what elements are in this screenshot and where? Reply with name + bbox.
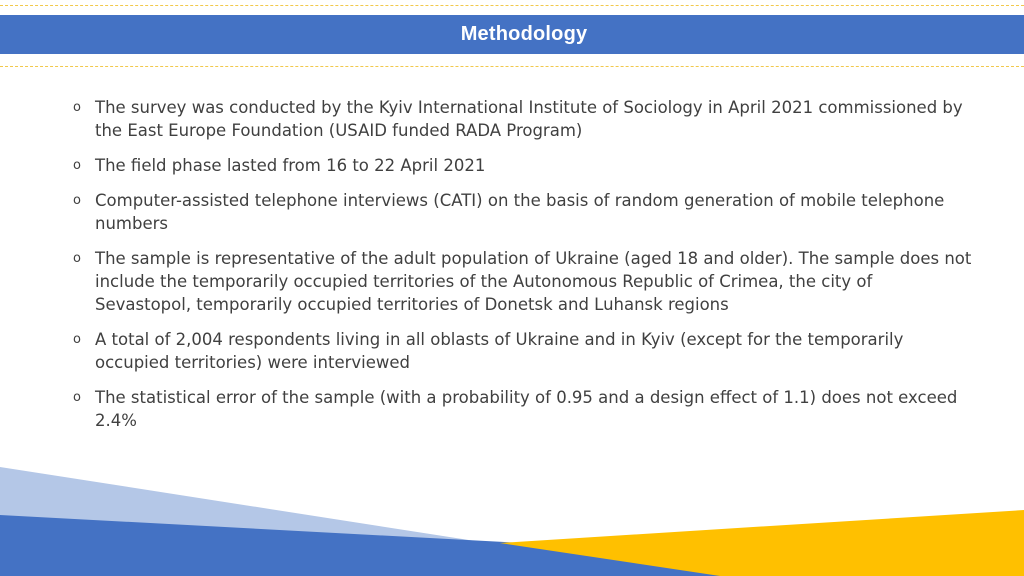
bullet-text: The statistical error of the sample (with a probability of 0.95 and a design effect of 1.1) does not exceed 2.4% <box>95 388 958 430</box>
bullet-marker-icon: o <box>73 332 81 347</box>
bullet-marker-icon: o <box>73 193 81 208</box>
title-bar <box>0 15 1024 54</box>
top-dashed-divider <box>0 5 1024 6</box>
bullet-marker-icon: o <box>73 390 81 405</box>
bullet-marker-icon: o <box>73 158 81 173</box>
bullet-marker-icon: o <box>73 251 81 266</box>
bullet-text: The sample is representative of the adult population of Ukraine (aged 18 and older). The sample does not include the temporarily occupied territories of the Autonomous Republic of Crimea, the city of Sevastopol, temporarily occupied territories of Donetsk and Luhansk regions <box>95 249 972 314</box>
page-title: Methodology <box>460 23 588 45</box>
bullet-text: The survey was conducted by the Kyiv International Institute of Sociology in April 2021 commissioned by the East Europe Foundation (USAID funded RADA Program) <box>95 98 963 140</box>
light-blue-wedge <box>0 467 700 576</box>
bullet-marker-icon: o <box>73 100 81 115</box>
methodology-bullet-list <box>73 96 973 444</box>
bullet-item <box>73 189 973 235</box>
bullet-text: Computer-assisted telephone interviews (CATI) on the basis of random generation of mobile telephone numbers <box>95 191 945 233</box>
bullet-item <box>73 247 973 316</box>
blue-wedge <box>0 515 1024 576</box>
bullet-item <box>73 328 973 374</box>
bullet-item <box>73 96 973 142</box>
bullet-text: The field phase lasted from 16 to 22 April 2021 <box>95 156 486 175</box>
bullet-item <box>73 154 973 177</box>
yellow-wedge <box>500 510 1024 576</box>
bullet-item <box>73 386 973 432</box>
bottom-dashed-divider <box>0 66 1024 67</box>
bullet-text: A total of 2,004 respondents living in all oblasts of Ukraine and in Kyiv (except for the temporarily occupied territories) were interviewed <box>95 330 904 372</box>
